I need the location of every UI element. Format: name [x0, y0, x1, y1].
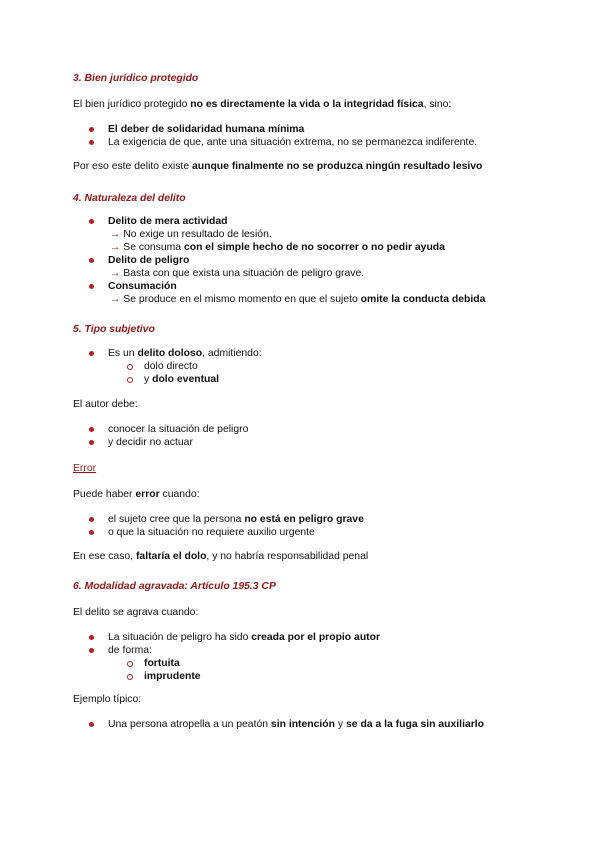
- bold-text: error: [135, 489, 160, 500]
- text: La situación de peligro ha sido: [108, 632, 252, 643]
- bold-text: delito doloso: [137, 348, 203, 359]
- text: Se produce en el mismo momento en que el sujeto: [123, 294, 361, 305]
- bold-text: se da a la fuga sin auxiliarlo: [346, 719, 485, 730]
- sub-list-item: [144, 373, 219, 386]
- section-3-paragraph-2: [73, 160, 482, 173]
- text: Se consuma: [123, 242, 184, 253]
- text: No exige un resultado de lesión.: [123, 229, 272, 240]
- bullet-icon: [89, 127, 94, 132]
- arrow-icon: →: [110, 242, 121, 253]
- text: , admitiendo:: [202, 348, 262, 359]
- bullet-icon: [89, 530, 94, 535]
- list-item: [108, 254, 189, 267]
- bullet-icon: [89, 517, 94, 522]
- bold-text: omite la conducta debida: [360, 294, 486, 305]
- bullet-icon: [89, 722, 94, 727]
- text: Basta con que exista una situación de peligro grave.: [123, 268, 365, 279]
- bullet-icon: [89, 635, 94, 640]
- section-6-heading: 6. Modalidad agravada: Artículo 195.3 CP: [73, 581, 276, 592]
- sub-item: [110, 267, 364, 280]
- section-3-heading: 3. Bien jurídico protegido: [73, 73, 199, 84]
- bullet-icon: [89, 219, 94, 224]
- bold-text: Delito de mera actividad: [108, 216, 228, 227]
- sub-item: [110, 293, 485, 306]
- text: y: [144, 374, 153, 385]
- list-item: conocer la situación de peligro: [108, 424, 249, 435]
- text: En ese caso,: [73, 551, 136, 562]
- paragraph: El autor debe:: [73, 399, 138, 410]
- text: , y no habría responsabilidad penal: [206, 551, 369, 562]
- sub-list-item: [144, 657, 180, 670]
- list-item: [108, 631, 380, 644]
- sub-item: [110, 241, 445, 254]
- bold-text: sin intención: [270, 719, 336, 730]
- bullet-icon: [89, 140, 94, 145]
- text: Una persona atropella a un peatón: [108, 719, 271, 730]
- circle-bullet-icon: [127, 377, 133, 383]
- text: El bien jurídico protegido: [73, 99, 191, 110]
- section-3-paragraph-1: [73, 98, 451, 111]
- sub-item: [110, 228, 272, 241]
- text: Por eso este delito existe: [73, 161, 192, 172]
- bold-text: fortuita: [144, 658, 180, 669]
- text: el sujeto cree que la persona: [108, 514, 245, 525]
- section-4-heading: 4. Naturaleza del delito: [73, 193, 186, 204]
- sub-list-item: dolo directo: [144, 361, 198, 372]
- bullet-icon: [89, 284, 94, 289]
- bold-text: Delito de peligro: [108, 255, 190, 266]
- list-item: [108, 280, 177, 293]
- bullet-icon: [89, 258, 94, 263]
- error-heading: Error: [73, 463, 97, 474]
- bullet-icon: [89, 427, 94, 432]
- bold-text: no es directamente la vida o la integridad física: [190, 99, 424, 110]
- circle-bullet-icon: [127, 364, 133, 370]
- list-item: o que la situación no requiere auxilio urgente: [108, 527, 315, 538]
- section-5-heading: 5. Tipo subjetivo: [73, 324, 155, 335]
- bullet-icon: [89, 648, 94, 653]
- list-item: [108, 513, 364, 526]
- list-item: [108, 123, 304, 136]
- bold-text: faltaría el dolo: [135, 551, 207, 562]
- bold-text: Consumación: [108, 281, 177, 292]
- paragraph: El delito se agrava cuando:: [73, 607, 199, 618]
- paragraph: [73, 488, 200, 501]
- bold-text: creada por el propio autor: [251, 632, 381, 643]
- paragraph: Ejemplo típico:: [73, 694, 142, 705]
- sub-list-item: [144, 670, 201, 683]
- text: Puede haber: [73, 489, 136, 500]
- text: cuando:: [159, 489, 200, 500]
- bold-text: dolo eventual: [152, 374, 220, 385]
- bullet-icon: [89, 440, 94, 445]
- bold-text: imprudente: [144, 671, 201, 682]
- bold-text: con el simple hecho de no socorrer o no pedir ayuda: [183, 242, 445, 253]
- arrow-icon: →: [110, 229, 121, 240]
- paragraph: [73, 550, 368, 563]
- list-item: [108, 718, 484, 731]
- text: y: [335, 719, 346, 730]
- list-item: La exigencia de que, ante una situación extrema, no se permanezca indiferente.: [108, 137, 478, 148]
- list-item: y decidir no actuar: [108, 437, 193, 448]
- circle-bullet-icon: [127, 661, 133, 667]
- bold-text: no está en peligro grave: [244, 514, 364, 525]
- list-item: [108, 215, 228, 228]
- arrow-icon: →: [110, 294, 121, 305]
- bold-text: El deber de solidaridad humana mínima: [108, 124, 305, 135]
- bullet-icon: [89, 351, 94, 356]
- arrow-icon: →: [110, 268, 121, 279]
- bold-text: aunque finalmente no se produzca ningún resultado lesivo: [191, 161, 483, 172]
- text: Es un: [108, 348, 138, 359]
- text: , sino:: [423, 99, 452, 110]
- list-item: de forma:: [108, 645, 152, 656]
- circle-bullet-icon: [127, 674, 133, 680]
- list-item: [108, 347, 262, 360]
